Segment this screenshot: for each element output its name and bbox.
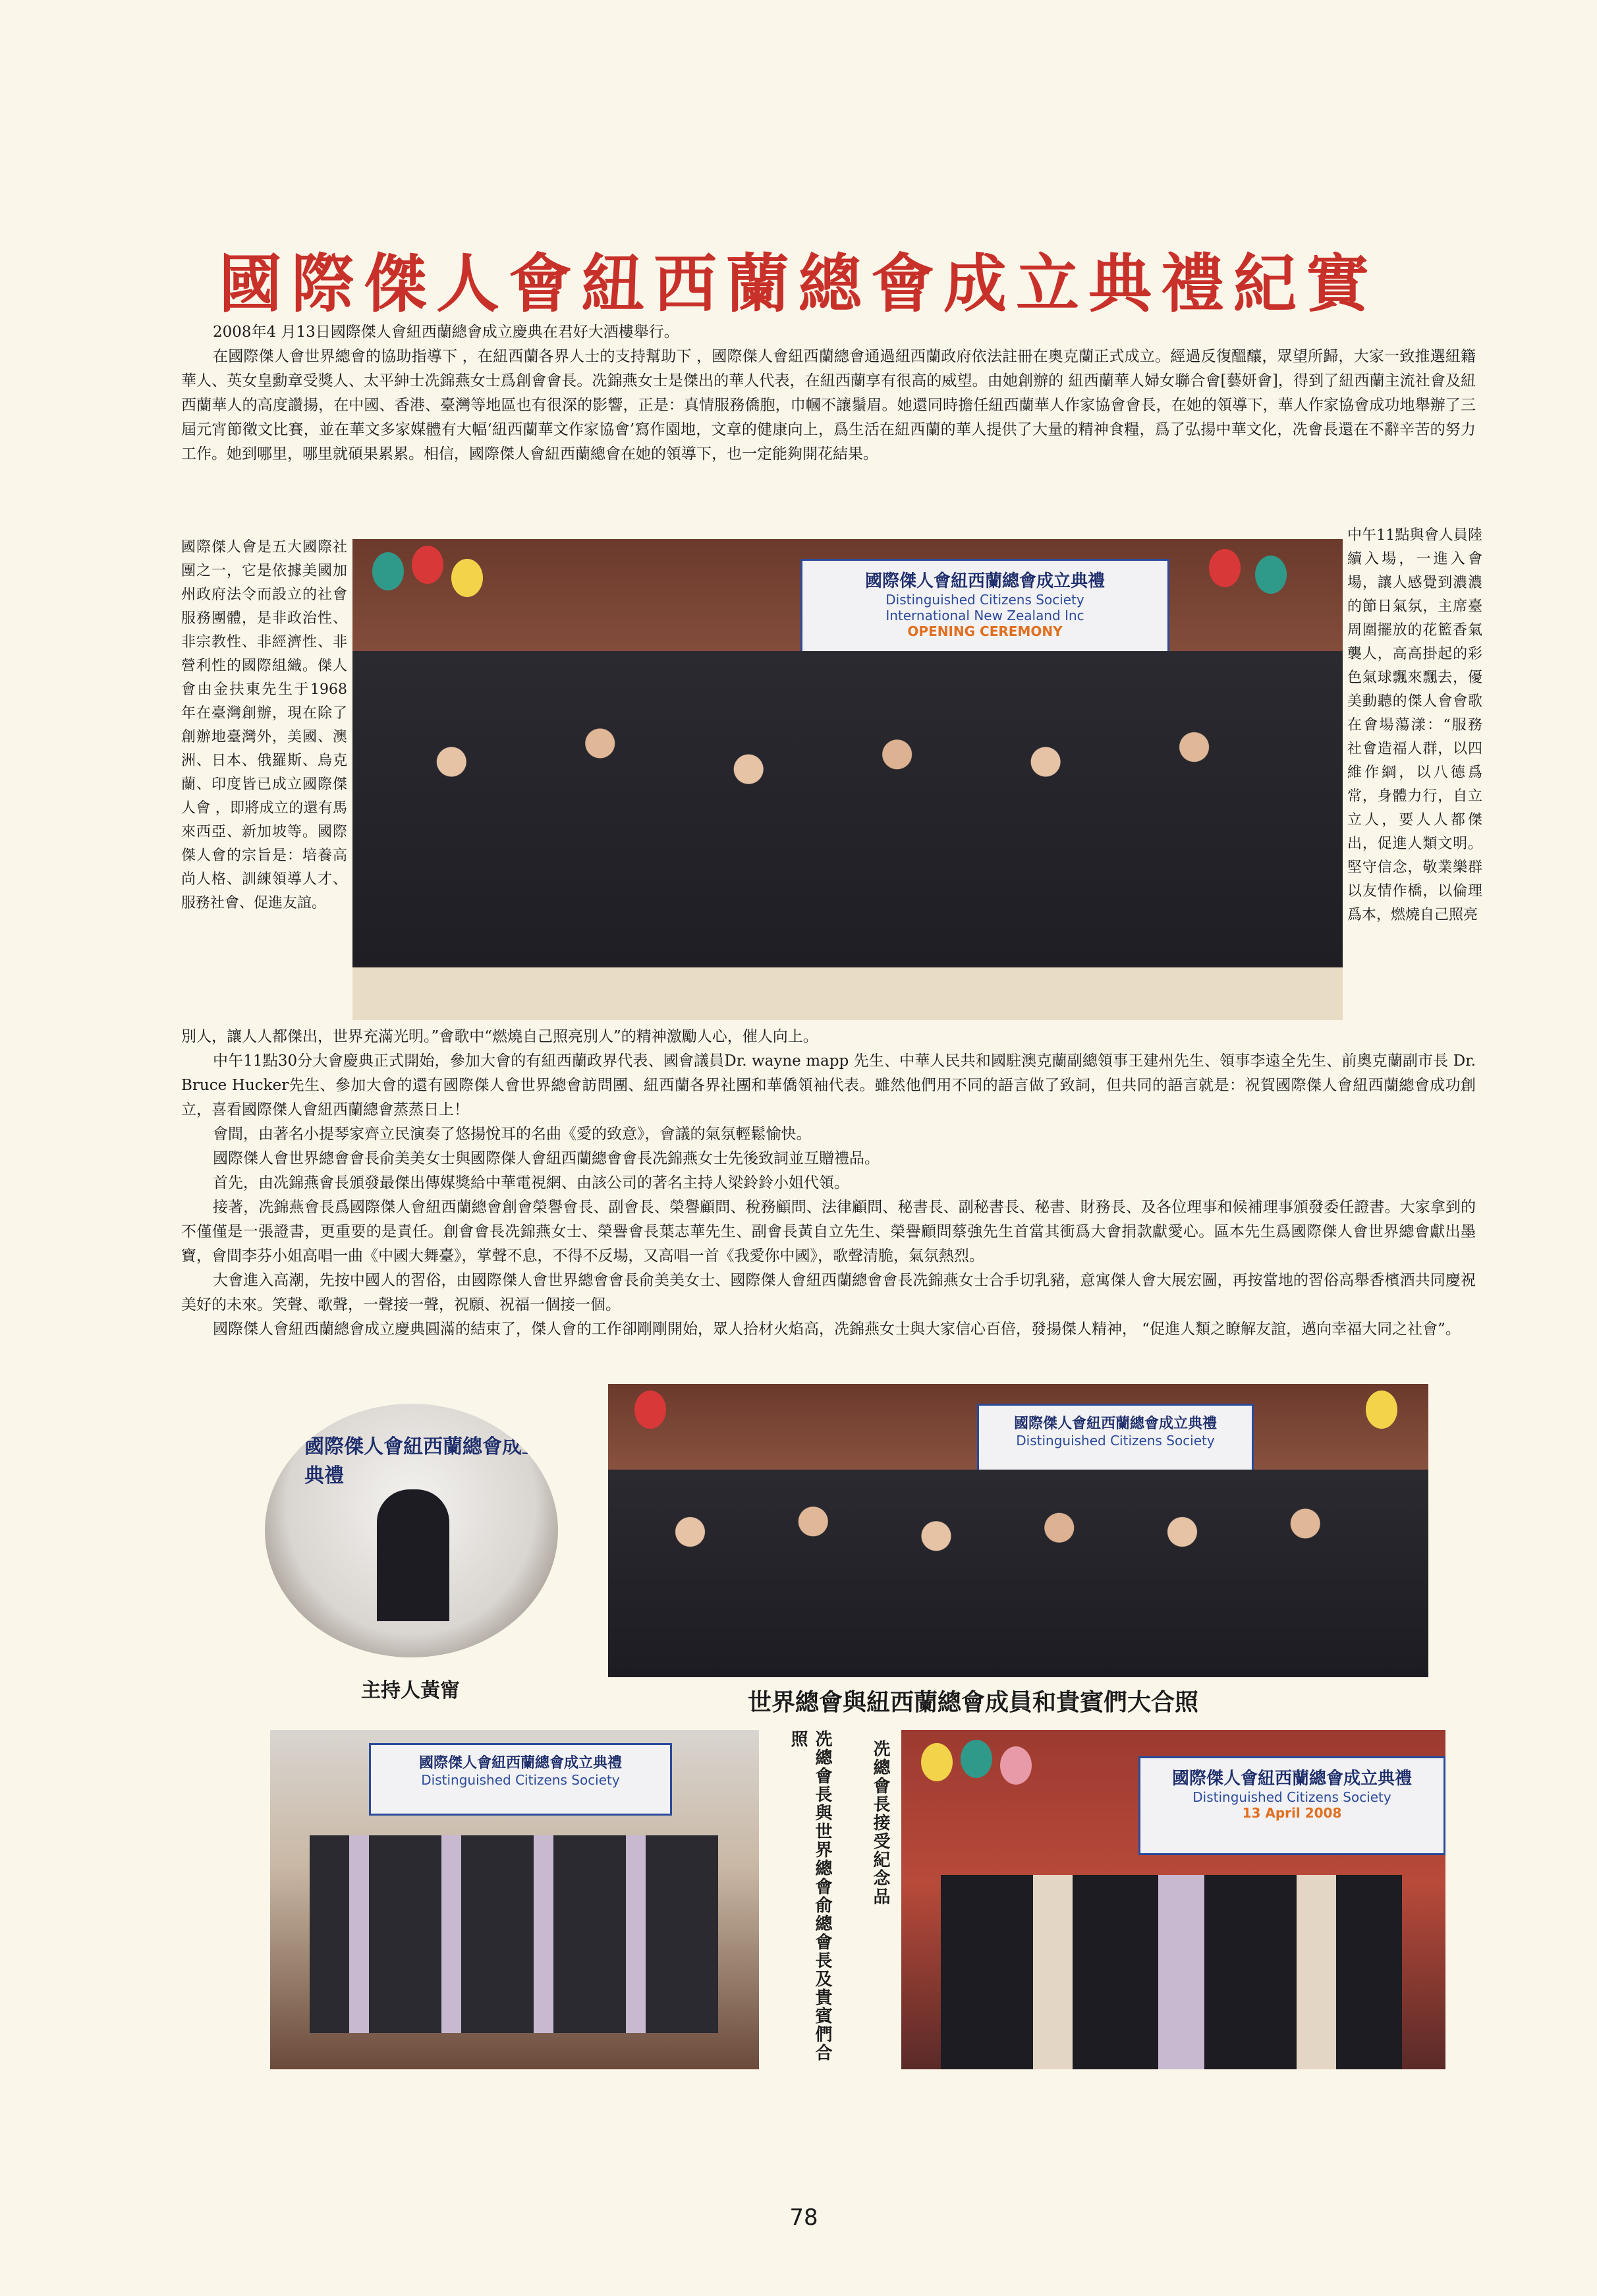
group-caption: 世界總會與紐西蘭總會成員和貴賓們大合照 — [748, 1688, 1199, 1716]
page-number: 78 — [789, 2204, 818, 2231]
president-guests-photo — [270, 1730, 759, 2069]
banner-english-1: Distinguished Citizens Society — [885, 592, 1084, 608]
president-guests-caption: 冼總會長與世界總會俞總會長及貴賓們合照 — [788, 1730, 832, 2062]
balloon-icon — [412, 546, 443, 584]
banner-chinese: 國際傑人會紐西蘭總會成立典禮 — [864, 571, 1105, 591]
body-paragraph: 別人，讓人人都傑出，世界充滿光明。”會歌中“燃燒自己照亮別人”的精神激勵人心，催人向上。 — [181, 1028, 818, 1045]
body-paragraph: 會間，由著名小提琴家齊立民演奏了悠揚悅耳的名曲《愛的致意》，會議的氣氛輕鬆愉快。 — [213, 1126, 812, 1143]
balloon-icon — [921, 1743, 953, 1781]
photo-banner-chinese: 國際傑人會紐西蘭總會成立典禮 — [418, 1754, 622, 1771]
group-banner-chinese: 國際傑人會紐西蘭總會成立典禮 — [1013, 1415, 1217, 1432]
body-paragraph: 大會進入高潮，先按中國人的習俗，由國際傑人會世界總會會長俞美美女士、國際傑人會紐西蘭總會會長冼錦燕女士合手切乳豬，意寓傑人會大展宏圖，再按當地的習俗高舉香檳酒共同慶祝美好的未來。笑聲、歌聲，一聲接一聲，祝願、祝福一個接一個。 — [181, 1272, 1476, 1313]
souvenir-banner-english: Distinguished Citizens Society — [1192, 1789, 1391, 1805]
body-paragraph: 首先，由冼錦燕會長頒發最傑出傳媒獎給中華電視網、由該公司的著名主持人梁鈴鈴小姐代領。 — [213, 1174, 849, 1191]
crowd — [352, 651, 1343, 1020]
intro-main-paragraph: 在國際傑人會世界總會的協助指導下 ，在紐西蘭各界人士的支持幫助下 ，國際傑人會紐西蘭總會通過紐西蘭政府依法註冊在奧克蘭正式成立。經過反復醞釀，眾望所歸，大家一致推選紐籍華人、英女皇勳章受獎人、太平紳士冼錦燕女士爲創會會長。冼錦燕女士是傑出的華人代表，在紐西蘭享有很高的威望。由她創辦的 紐西蘭華人婦女聯合會[藝妍會]，得到了紐西蘭主流社會及紐西蘭華人的高度讚揚，在中國、香港、臺灣等地區也有很深的影響，正是：真情服務僑胞，巾幗不讓鬚眉。她還同時擔任紐西蘭華人作家協會會長，在她的領導下，華人作家協會成功地舉辦了三屆元宵節徵文比賽，並在華文多家媒體有大幅‘紐西蘭華文作家協會’寫作園地，文章的健康向上，爲生活在紐西蘭的華人提供了大量的精神食糧，爲了弘揚中華文化，冼會長還在不辭辛苦的努力工作。她到哪里，哪里就碩果累累。相信，國際傑人會紐西蘭總會在她的領導下，也一定能夠開花結果。 — [181, 348, 1476, 463]
body-paragraph: 中午11點30分大會慶典正式開始，參加大會的有紐西蘭政界代表、國會議員Dr. wayne mapp 先生、中華人民共和國駐澳克蘭副總領事王建州先生、領事李遠全先生、前奧克蘭副市長 Dr. Bruce Hucker先生、參加大會的還有國際傑人會世界總會訪問團、紐西蘭各界社團和華僑領袖代表。雖然他們用不同的語言做了致詞，但共同的語言就是：祝賀國際傑人會紐西蘭總會成功創立，喜看國際傑人會紐西蘭總會蒸蒸日上！ — [181, 1052, 1476, 1118]
balloon-icon — [961, 1740, 992, 1778]
balloon-icon — [1255, 556, 1287, 594]
ceremony-banner — [800, 559, 1169, 658]
balloon-icon — [451, 559, 483, 597]
souvenir-figures — [941, 1875, 1402, 2069]
balloon-icon — [1366, 1391, 1397, 1429]
group-figures — [310, 1835, 718, 2033]
host-caption: 主持人黃甯 — [361, 1679, 460, 1702]
banner-english-2: International New Zealand Inc — [885, 608, 1084, 623]
host-banner-text: 國際傑人會紐西蘭總會成立典禮 — [304, 1435, 542, 1487]
balloon-icon — [634, 1391, 666, 1429]
body-text — [181, 1025, 1476, 1342]
souvenir-caption: 冼總會長接受紀念品 — [870, 1740, 890, 1906]
souvenir-banner — [1138, 1756, 1445, 1855]
page-title: 國際傑人會紐西蘭總會成立典禮紀實 — [219, 246, 1378, 321]
souvenir-banner-chinese: 國際傑人會紐西蘭總會成立典禮 — [1171, 1769, 1412, 1789]
intro-date-paragraph: 2008年4 月13日國際傑人會紐西蘭總會成立慶典在君好大酒樓舉行。 — [213, 324, 679, 341]
photo-banner-english: Distinguished Citizens Society — [421, 1772, 620, 1788]
group-photo — [608, 1384, 1428, 1677]
balloon-icon — [372, 552, 404, 590]
body-paragraph: 國際傑人會世界總會會長俞美美女士與國際傑人會紐西蘭總會會長冼錦燕女士先後致詞並互贈禮品。 — [213, 1150, 880, 1167]
crowd — [608, 1470, 1428, 1677]
left-column-text: 國際傑人會是五大國際社團之一，它是依據美國加州政府法令而設立的社會服務團體，是非政治性、非宗教性、非經濟性、非營利性的國際組織。傑人會由金扶東先生于1968年在臺灣創辦，現在除了創辦地臺灣外，美國、澳洲、日本、俄羅斯、烏克蘭、印度皆已成立國際傑人會 ，即將成立的還有馬來西亞、新加坡等。國際傑人會的宗旨是：培養高尚人格、訓練領導人才、服務社會、促進友誼。 — [181, 539, 347, 911]
main-group-photo — [352, 539, 1343, 1020]
right-column-text: 中午11點與會人員陸續入場，一進入會場，讓人感覺到濃濃的節日氣氛，主席臺周圍擺放的花籃香氣襲人，高高掛起的彩色氣球飄來飄去，優美動聽的傑人會會歌在會場蕩漾：“服務社會造福人群，以四維作綱，以八德爲常，身體力行，自立立人，要人人都傑出，促進人類文明。堅守信念，敬業樂群以友情作橋，以倫理爲本，燃燒自己照亮 — [1347, 527, 1482, 923]
intro — [181, 320, 1476, 467]
group-banner-english: Distinguished Citizens Society — [1016, 1433, 1215, 1449]
balloon-icon — [1209, 549, 1241, 587]
body-paragraph: 國際傑人會紐西蘭總會成立慶典圓滿的結束了，傑人會的工作卻剛剛開始，眾人拾材火焰高，冼錦燕女士與大家信心百倍，發揚傑人精神， “促進人類之瞭解友誼，邁向幸福大同之社會”。 — [213, 1321, 1461, 1338]
host-photo — [265, 1404, 558, 1657]
host-figure — [377, 1489, 449, 1621]
photo-banner — [369, 1743, 672, 1816]
head-table — [352, 967, 1343, 1020]
group-banner — [977, 1404, 1254, 1476]
banner-ceremony: OPENING CEREMONY — [907, 623, 1063, 639]
souvenir-photo — [901, 1730, 1445, 2069]
souvenir-banner-date: 13 April 2008 — [1242, 1805, 1342, 1821]
balloon-icon — [1000, 1746, 1032, 1785]
body-paragraph: 接著，冼錦燕會長爲國際傑人會紐西蘭總會創會榮譽會長、副會長、榮譽顧問、稅務顧問、法律顧問、秘書長、副秘書長、秘書、財務長、及各位理事和候補理事頒發委任證書。大家拿到的不僅僅是一張證書，更重要的是責任。創會會長冼錦燕女士、榮譽會長葉志華先生、副會長黃自立先生、榮譽顧問蔡強先生首當其衝爲大會捐款獻愛心。區本先生爲國際傑人會世界總會獻出墨寶，會間李芬小姐高唱一曲《中國大舞臺》，掌聲不息，不得不反場，又高唱一首《我愛你中國》，歌聲清脆，氣氛熱烈。 — [181, 1199, 1476, 1265]
